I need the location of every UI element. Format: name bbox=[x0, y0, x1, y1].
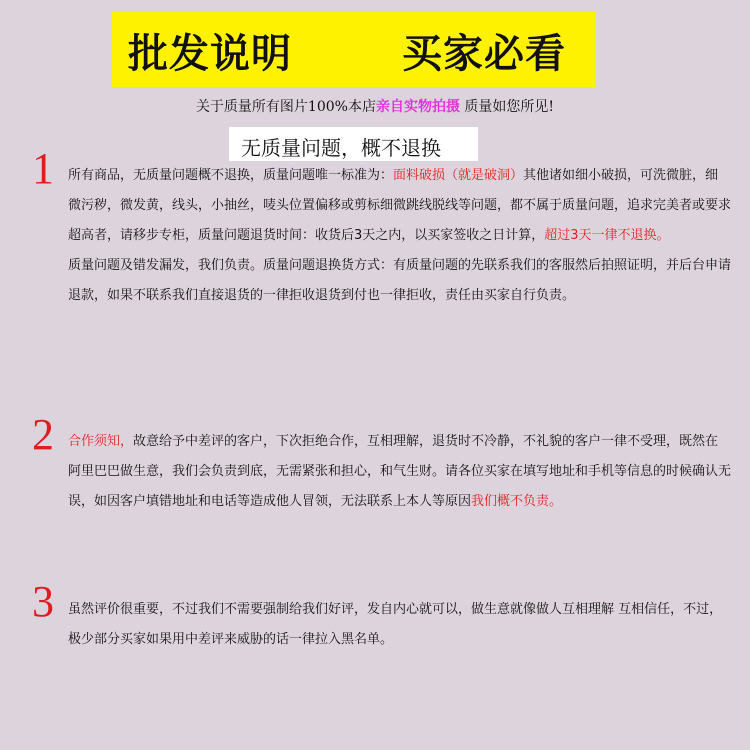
section-1-text-a: 所有商品，无质量问题概不退换，质量问题唯一标准为： bbox=[68, 168, 394, 183]
no-return-label: 无质量问题，概不退换 bbox=[241, 136, 441, 160]
photo-notice bbox=[0, 96, 750, 116]
section-2-red-lead: 合作须知， bbox=[68, 434, 134, 449]
banner-title-right: 买家必看 bbox=[402, 31, 566, 77]
section-number-2: 2 bbox=[32, 410, 54, 459]
photo-notice-post: 质量如您所见! bbox=[459, 99, 555, 115]
section-2-red-tail: 我们概不负责。 bbox=[471, 494, 563, 509]
section-1-red-standard: 面料破损（就是破洞） bbox=[393, 168, 524, 183]
section-2-body: 故意给予中差评的客户，下次拒绝合作，互相理解，退货时不冷静，不礼貌的客户一律不受理，既然在阿里巴巴做生意，我们会负责到底，无需紧张和担心，和气生财。请各位买家在填写地址和手机等信息的时候确认无误，如因客户填错地址和电话等造成他人冒领，无法联系上本人等原因 bbox=[68, 434, 732, 509]
section-3-paragraph: 虽然评价很重要，不过我们不需要强制给我们好评，发自内心就可以，做生意就像做人互相理解 互相信任，不过，极少部分买家如果用中差评来威胁的话一律拉入黑名单。 bbox=[68, 602, 723, 647]
photo-notice-highlight: 亲自实物拍摄 bbox=[375, 99, 460, 115]
section-1-paragraph-2: 质量问题及错发漏发，我们负责。质量问题退换货方式：有质量问题的先联系我们的客服然后拍照证明，并后台申请退款，如果不联系我们直接退货的一律拒收退货到付也一律拒收，责任由买家自行负责。 bbox=[68, 258, 732, 303]
section-2-text bbox=[68, 427, 731, 517]
photo-notice-pre: 关于质量所有图片100%本店 bbox=[195, 99, 376, 115]
section-number-1: 1 bbox=[32, 144, 54, 193]
section-number-3: 3 bbox=[32, 577, 54, 626]
section-1-text-b: 其他诸如细小破损，可洗微脏，细微污秽，微发黄，线头，小抽丝，唛头位置偏移或剪标细微跳线脱线等问题，都不属于质量问题，追求完美者或要求超高者，请移步专柜，质量问题退货时间：收货后3天之内，以买家签收之日计算， bbox=[68, 168, 732, 243]
section-3-text bbox=[68, 595, 731, 655]
section-1-red-deadline: 超过3天一律不退换。 bbox=[544, 228, 670, 243]
section-1-text bbox=[68, 161, 731, 311]
header-banner bbox=[112, 12, 595, 87]
no-return-box bbox=[229, 127, 478, 161]
banner-title-left: 批发说明 bbox=[128, 31, 292, 77]
section-1-paragraph-1 bbox=[68, 161, 731, 251]
section-2-paragraph bbox=[68, 427, 731, 517]
